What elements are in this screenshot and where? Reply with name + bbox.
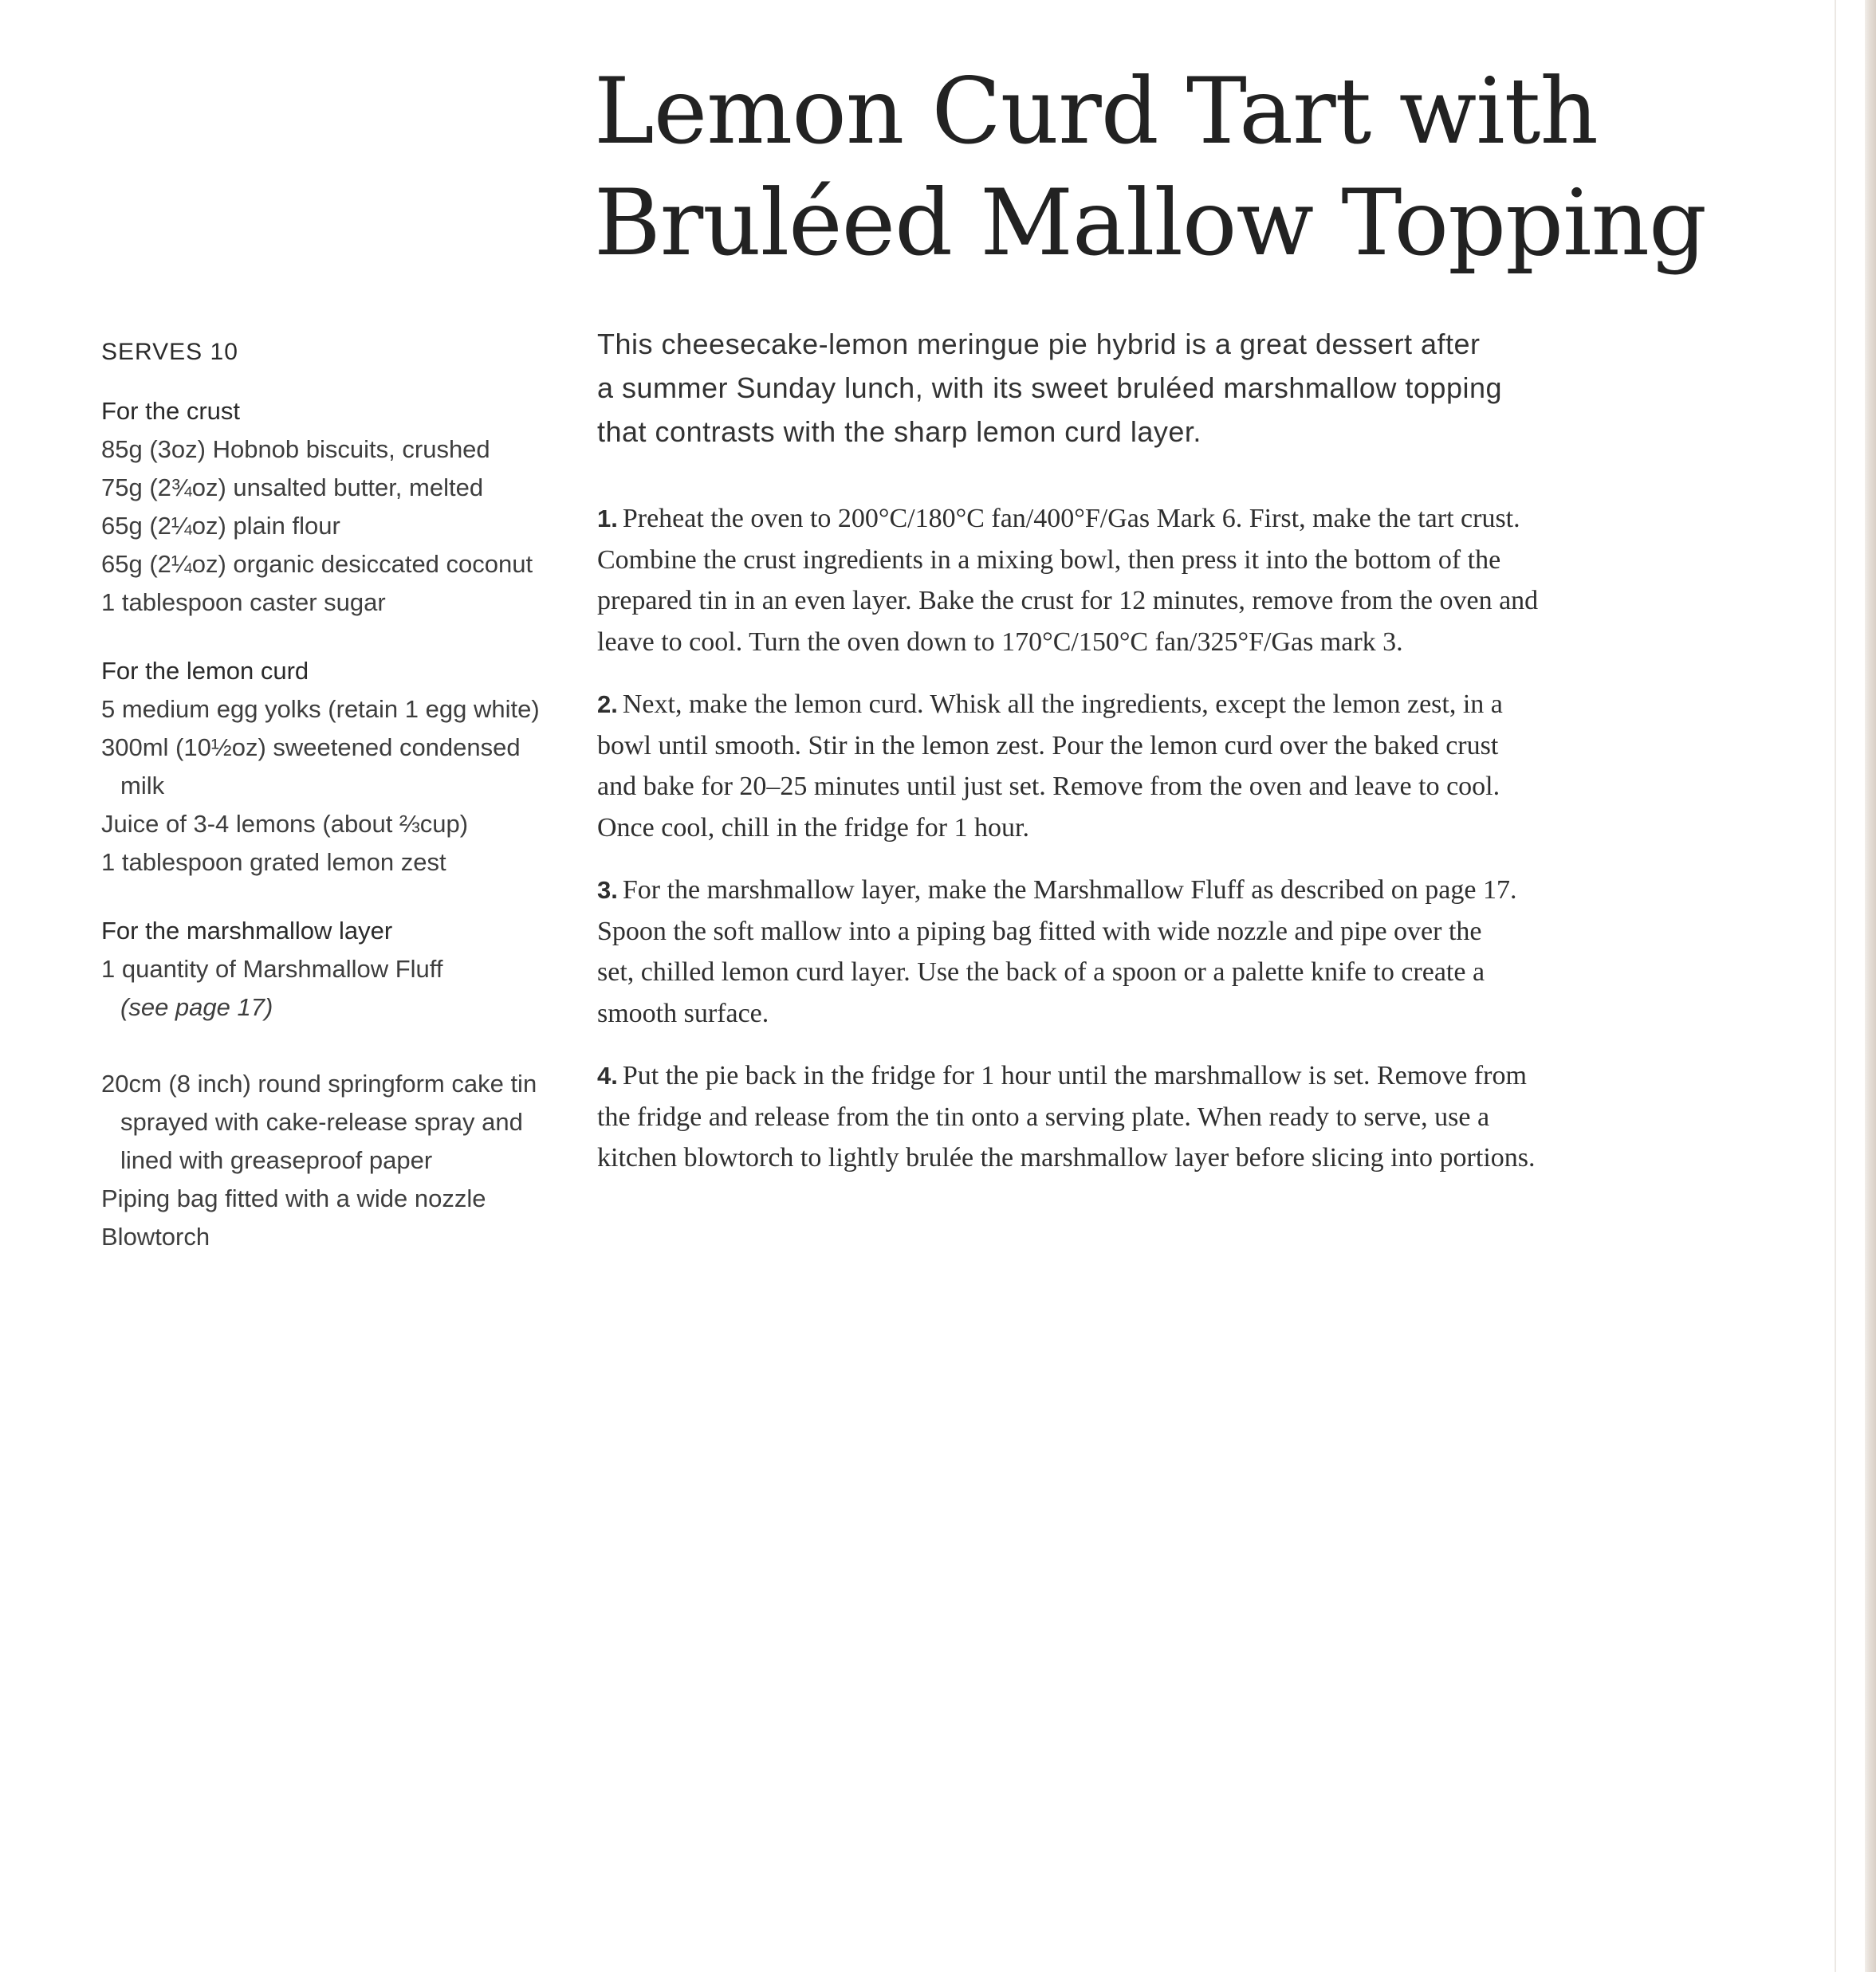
equipment-item: Piping bag fitted with a wide nozzle xyxy=(101,1184,486,1212)
lemon-curd-section xyxy=(101,652,564,882)
step-line xyxy=(597,498,1713,540)
ingredient-item: 1 tablespoon grated lemon zest xyxy=(101,848,446,876)
ingredient-item: 1 tablespoon caster sugar xyxy=(101,588,386,616)
step-line xyxy=(597,870,1713,911)
step-line xyxy=(597,684,1713,725)
ingredient-item: 65g (2¼oz) plain flour xyxy=(101,512,340,540)
ingredient-list xyxy=(101,690,564,882)
equipment-item: Blowtorch xyxy=(101,1223,210,1251)
intro-line: This cheesecake-lemon meringue pie hybrid is a great dessert after xyxy=(597,328,1481,360)
step-line: Spoon the soft mallow into a piping bag fitted with wide nozzle and pipe over the xyxy=(597,916,1482,946)
equipment-item: 20cm (8 inch) round springform cake tin sprayed with cake-release spray and lined with greaseproof paper xyxy=(101,1070,537,1174)
crust-section xyxy=(101,392,564,622)
ingredient-list xyxy=(101,950,564,1027)
recipe-intro xyxy=(597,322,1713,454)
step-line: leave to cool. Turn the oven down to 170°C/150°C fan/325°F/Gas mark 3. xyxy=(597,627,1403,657)
ingredients-sidebar xyxy=(101,333,564,1256)
method-steps xyxy=(597,498,1713,1200)
step-line: and bake for 20–25 minutes until just set. Remove from the oven and leave to cool. xyxy=(597,772,1500,801)
section-heading: For the lemon curd xyxy=(101,657,309,685)
step-line: Once cool, chill in the fridge for 1 hour. xyxy=(597,812,1029,843)
step-number: 2. xyxy=(597,690,618,718)
step-text: Put the pie back in the fridge for 1 hour until the marshmallow is set. Remove from xyxy=(622,1061,1527,1090)
ingredient-item: Juice of 3-4 lemons (about ⅔cup) xyxy=(101,810,469,838)
step-text: For the marshmallow layer, make the Marshmallow Fluff as described on page 17. xyxy=(622,875,1517,905)
step-line: set, chilled lemon curd layer. Use the back of a spoon or a palette knife to create a xyxy=(597,957,1485,987)
ingredient-text: 1 quantity of Marshmallow Fluff xyxy=(101,955,443,983)
step-number: 4. xyxy=(597,1062,618,1090)
ingredient-item xyxy=(101,950,564,1027)
recipe-title-line-1: Lemon Curd Tart with xyxy=(594,58,1598,164)
ingredient-item: 85g (3oz) Hobnob biscuits, crushed xyxy=(101,435,490,463)
intro-line: that contrasts with the sharp lemon curd layer. xyxy=(597,415,1202,448)
page-gutter-line xyxy=(1835,0,1836,1972)
step-text: Preheat the oven to 200°C/180°C fan/400°F/Gas Mark 6. First, make the tart crust. xyxy=(622,504,1520,533)
section-heading: For the marshmallow layer xyxy=(101,917,393,945)
marshmallow-section xyxy=(101,912,564,1027)
method-step-1 xyxy=(597,498,1713,662)
step-line: prepared tin in an even layer. Bake the crust for 12 minutes, remove from the oven and xyxy=(597,586,1539,615)
recipe-title-line-2: Bruléed Mallow Topping xyxy=(594,170,1706,276)
recipe-title xyxy=(594,56,1750,279)
section-heading: For the crust xyxy=(101,397,240,425)
step-line: kitchen blowtorch to lightly brulée the marshmallow layer before slicing into portions. xyxy=(597,1143,1536,1173)
step-number: 3. xyxy=(597,876,618,904)
step-number: 1. xyxy=(597,505,618,532)
ingredient-item: 65g (2¼oz) organic desiccated coconut xyxy=(101,550,533,578)
page-edge xyxy=(1865,0,1876,1972)
method-step-3 xyxy=(597,870,1713,1034)
serves-label: SERVES 10 xyxy=(101,339,238,365)
intro-line: a summer Sunday lunch, with its sweet bruléed marshmallow topping xyxy=(597,371,1503,404)
step-line xyxy=(597,1055,1713,1097)
page-reference-note: (see page 17) xyxy=(120,993,273,1021)
ingredient-item: 5 medium egg yolks (retain 1 egg white) xyxy=(101,695,540,723)
step-text: Next, make the lemon curd. Whisk all the ingredients, except the lemon zest, in a xyxy=(622,689,1503,719)
ingredient-item: 300ml (10½oz) sweetened condensed milk xyxy=(101,733,521,799)
ingredient-list xyxy=(101,430,564,622)
step-line: smooth surface. xyxy=(597,998,769,1028)
step-line: the fridge and release from the tin onto a serving plate. When ready to serve, use a xyxy=(597,1102,1490,1132)
method-step-4 xyxy=(597,1055,1713,1179)
ingredient-item: 75g (2¾oz) unsalted butter, melted xyxy=(101,473,484,501)
step-line: bowl until smooth. Stir in the lemon zest. Pour the lemon curd over the baked crust xyxy=(597,730,1499,760)
equipment-list xyxy=(101,1065,564,1256)
step-line: Combine the crust ingredients in a mixing bowl, then press it into the bottom of the xyxy=(597,544,1501,575)
method-step-2 xyxy=(597,684,1713,848)
